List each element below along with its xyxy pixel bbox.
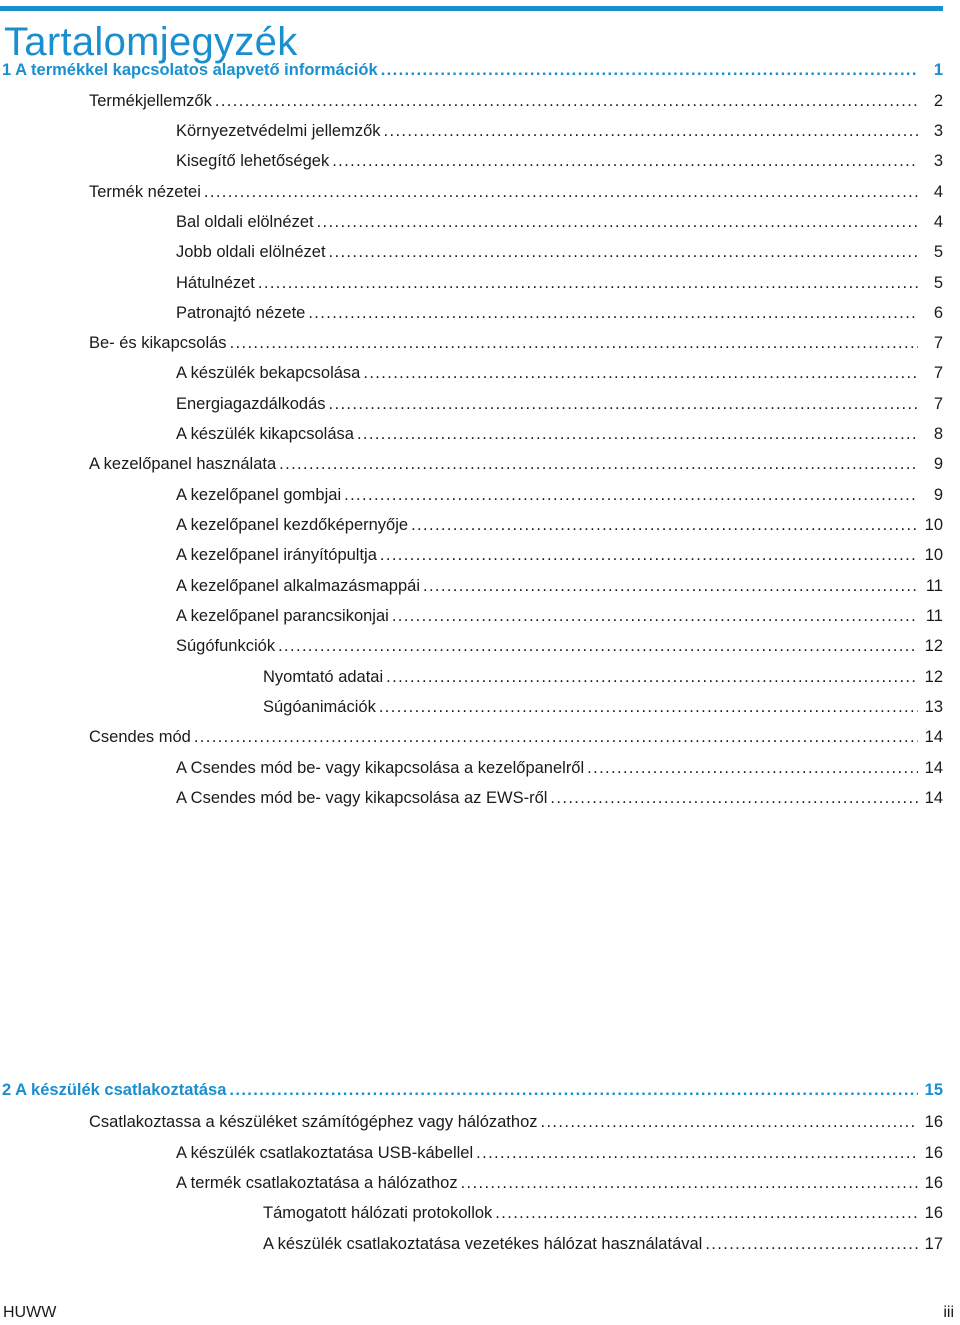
toc-entry-page-number: 12: [924, 637, 943, 655]
toc-entry-title: Patronajtó nézete: [176, 304, 306, 322]
toc-entry[interactable]: [263, 1232, 943, 1256]
dot-leader: [495, 1201, 918, 1225]
dot-leader: [329, 240, 918, 264]
toc-entry-page-number: 7: [933, 364, 943, 382]
toc-entry-page-number: 10: [924, 546, 943, 564]
toc-entry-page-number: 15: [924, 1081, 943, 1099]
footer-document-code: HUWW: [3, 1304, 57, 1321]
toc-entry[interactable]: [176, 301, 943, 325]
toc-entry-page-number: 4: [933, 183, 943, 201]
toc-entry-page-number: 4: [933, 213, 943, 231]
toc-entry-title: Termék nézetei: [89, 183, 201, 201]
toc-entry-page-number: 6: [933, 304, 943, 322]
dot-leader: [705, 1232, 918, 1256]
toc-entry-title: A kezelőpanel alkalmazásmappái: [176, 577, 420, 595]
toc-entry[interactable]: [89, 331, 943, 355]
dot-leader: [476, 1141, 918, 1165]
toc-entry-title: Energiagazdálkodás: [176, 395, 326, 413]
toc-entry-title: Jobb oldali elölnézet: [176, 243, 326, 261]
toc-entry-page-number: 9: [933, 455, 943, 473]
dot-leader: [308, 301, 918, 325]
toc-entry[interactable]: [89, 180, 943, 204]
dot-leader: [587, 756, 918, 780]
toc-entry-title: Támogatott hálózati protokollok: [263, 1204, 493, 1222]
toc-entry-page-number: 16: [924, 1144, 943, 1162]
toc-entry-page-number: 3: [933, 122, 943, 140]
toc-entry-title: A kezelőpanel gombjai: [176, 486, 342, 504]
toc-entry-title: A kezelőpanel parancsikonjai: [176, 607, 389, 625]
toc-entry[interactable]: [176, 574, 943, 598]
toc-entry[interactable]: [176, 634, 943, 658]
dot-leader: [386, 665, 918, 689]
toc-entry[interactable]: [176, 240, 943, 264]
dot-leader: [258, 271, 918, 295]
dot-leader: [541, 1110, 919, 1134]
toc-entry[interactable]: [176, 483, 943, 507]
toc-entry[interactable]: [176, 543, 943, 567]
dot-leader: [550, 786, 918, 810]
dot-leader: [357, 422, 918, 446]
toc-entry-page-number: 14: [924, 789, 943, 807]
toc-entry-title: A készülék csatlakoztatása vezetékes hálózat használatával: [263, 1235, 703, 1253]
toc-entry-page-number: 16: [924, 1113, 943, 1131]
toc-entry[interactable]: [176, 1141, 943, 1165]
dot-leader: [279, 452, 918, 476]
toc-chapter-entry[interactable]: [2, 58, 943, 82]
toc-entry-title: Kisegítő lehetőségek: [176, 152, 330, 170]
toc-entry[interactable]: [89, 89, 943, 113]
toc-entry[interactable]: [89, 452, 943, 476]
dot-leader: [411, 513, 918, 537]
toc-entry-page-number: 7: [933, 395, 943, 413]
toc-entry-title: Súgóanimációk: [263, 698, 376, 716]
dot-leader: [278, 634, 918, 658]
dot-leader: [204, 180, 918, 204]
toc-entry-title: Csatlakoztassa a készüléket számítógéphez vagy hálózathoz: [89, 1113, 538, 1131]
toc-entry-page-number: 1: [933, 61, 943, 79]
toc-entry-title: A készülék csatlakoztatása USB-kábellel: [176, 1144, 474, 1162]
dot-leader: [317, 210, 918, 234]
toc-entry-title: A Csendes mód be- vagy kikapcsolása az EWS-ről: [176, 789, 548, 807]
dot-leader: [379, 695, 918, 719]
toc-entry[interactable]: [176, 361, 943, 385]
toc-entry[interactable]: [176, 422, 943, 446]
toc-entry-title: Csendes mód: [89, 728, 191, 746]
toc-entry-page-number: 12: [924, 668, 943, 686]
dot-leader: [194, 725, 918, 749]
toc-entry[interactable]: [263, 665, 943, 689]
toc-entry-title: Hátulnézet: [176, 274, 255, 292]
toc-chapter-entry[interactable]: [2, 1078, 943, 1102]
dot-leader: [392, 604, 918, 628]
dot-leader: [423, 574, 918, 598]
dot-leader: [461, 1171, 918, 1195]
toc-entry-page-number: 7: [933, 334, 943, 352]
toc-entry[interactable]: [263, 1201, 943, 1225]
page-title: Tartalomjegyzék: [4, 20, 298, 64]
toc-entry-title: A készülék bekapcsolása: [176, 364, 361, 382]
dot-leader: [332, 149, 918, 173]
toc-entry-title: Környezetvédelmi jellemzők: [176, 122, 381, 140]
toc-entry-page-number: 9: [933, 486, 943, 504]
toc-entry[interactable]: [176, 786, 943, 810]
toc-entry-page-number: 16: [924, 1204, 943, 1222]
toc-entry-title: A kezelőpanel irányítópultja: [176, 546, 377, 564]
toc-entry-title: Be- és kikapcsolás: [89, 334, 227, 352]
top-rule: [0, 6, 943, 11]
toc-entry-title: Termékjellemzők: [89, 92, 212, 110]
toc-entry-page-number: 14: [924, 759, 943, 777]
toc-entry-page-number: 5: [933, 274, 943, 292]
footer-page-number: iii: [943, 1304, 954, 1321]
toc-entry-title: A kezelőpanel kezdőképernyője: [176, 516, 409, 534]
toc-entry-page-number: 16: [924, 1174, 943, 1192]
dot-leader: [344, 483, 918, 507]
dot-leader: [329, 392, 918, 416]
toc-entry-page-number: 11: [925, 607, 943, 625]
toc-entry-title: 2 A készülék csatlakoztatása: [2, 1081, 227, 1099]
toc-entry[interactable]: [176, 392, 943, 416]
dot-leader: [380, 543, 918, 567]
dot-leader: [363, 361, 918, 385]
toc-entry-title: A készülék kikapcsolása: [176, 425, 354, 443]
toc-entry[interactable]: [176, 119, 943, 143]
toc-entry-page-number: 8: [933, 425, 943, 443]
toc-entry[interactable]: [89, 1110, 943, 1134]
toc-entry[interactable]: [176, 1171, 943, 1195]
toc-entry-page-number: 10: [924, 516, 943, 534]
dot-leader: [215, 89, 918, 113]
toc-entry-page-number: 11: [925, 577, 943, 595]
toc-entry-title: A termék csatlakoztatása a hálózathoz: [176, 1174, 458, 1192]
toc-entry[interactable]: [176, 513, 943, 537]
toc-entry-title: A kezelőpanel használata: [89, 455, 277, 473]
dot-leader: [229, 1078, 918, 1102]
toc-entry-title: A Csendes mód be- vagy kikapcsolása a kezelőpanelről: [176, 759, 585, 777]
toc-entry[interactable]: [89, 725, 943, 749]
toc-entry-page-number: 2: [933, 92, 943, 110]
toc-entry[interactable]: [176, 756, 943, 780]
toc-entry[interactable]: [176, 271, 943, 295]
toc-entry[interactable]: [176, 149, 943, 173]
toc-entry[interactable]: [176, 604, 943, 628]
toc-entry-title: 1 A termékkel kapcsolatos alapvető információk: [2, 61, 378, 79]
toc-entry-title: Bal oldali elölnézet: [176, 213, 314, 231]
toc-entry-page-number: 5: [933, 243, 943, 261]
toc-entry-page-number: 13: [924, 698, 943, 716]
toc-entry-page-number: 17: [924, 1235, 943, 1253]
dot-leader: [381, 58, 918, 82]
dot-leader: [230, 331, 918, 355]
toc-entry-title: Súgófunkciók: [176, 637, 276, 655]
toc-entry[interactable]: [263, 695, 943, 719]
dot-leader: [384, 119, 918, 143]
toc-entry-page-number: 3: [933, 152, 943, 170]
toc-entry[interactable]: [176, 210, 943, 234]
toc-entry-title: Nyomtató adatai: [263, 668, 384, 686]
toc-entry-page-number: 14: [924, 728, 943, 746]
